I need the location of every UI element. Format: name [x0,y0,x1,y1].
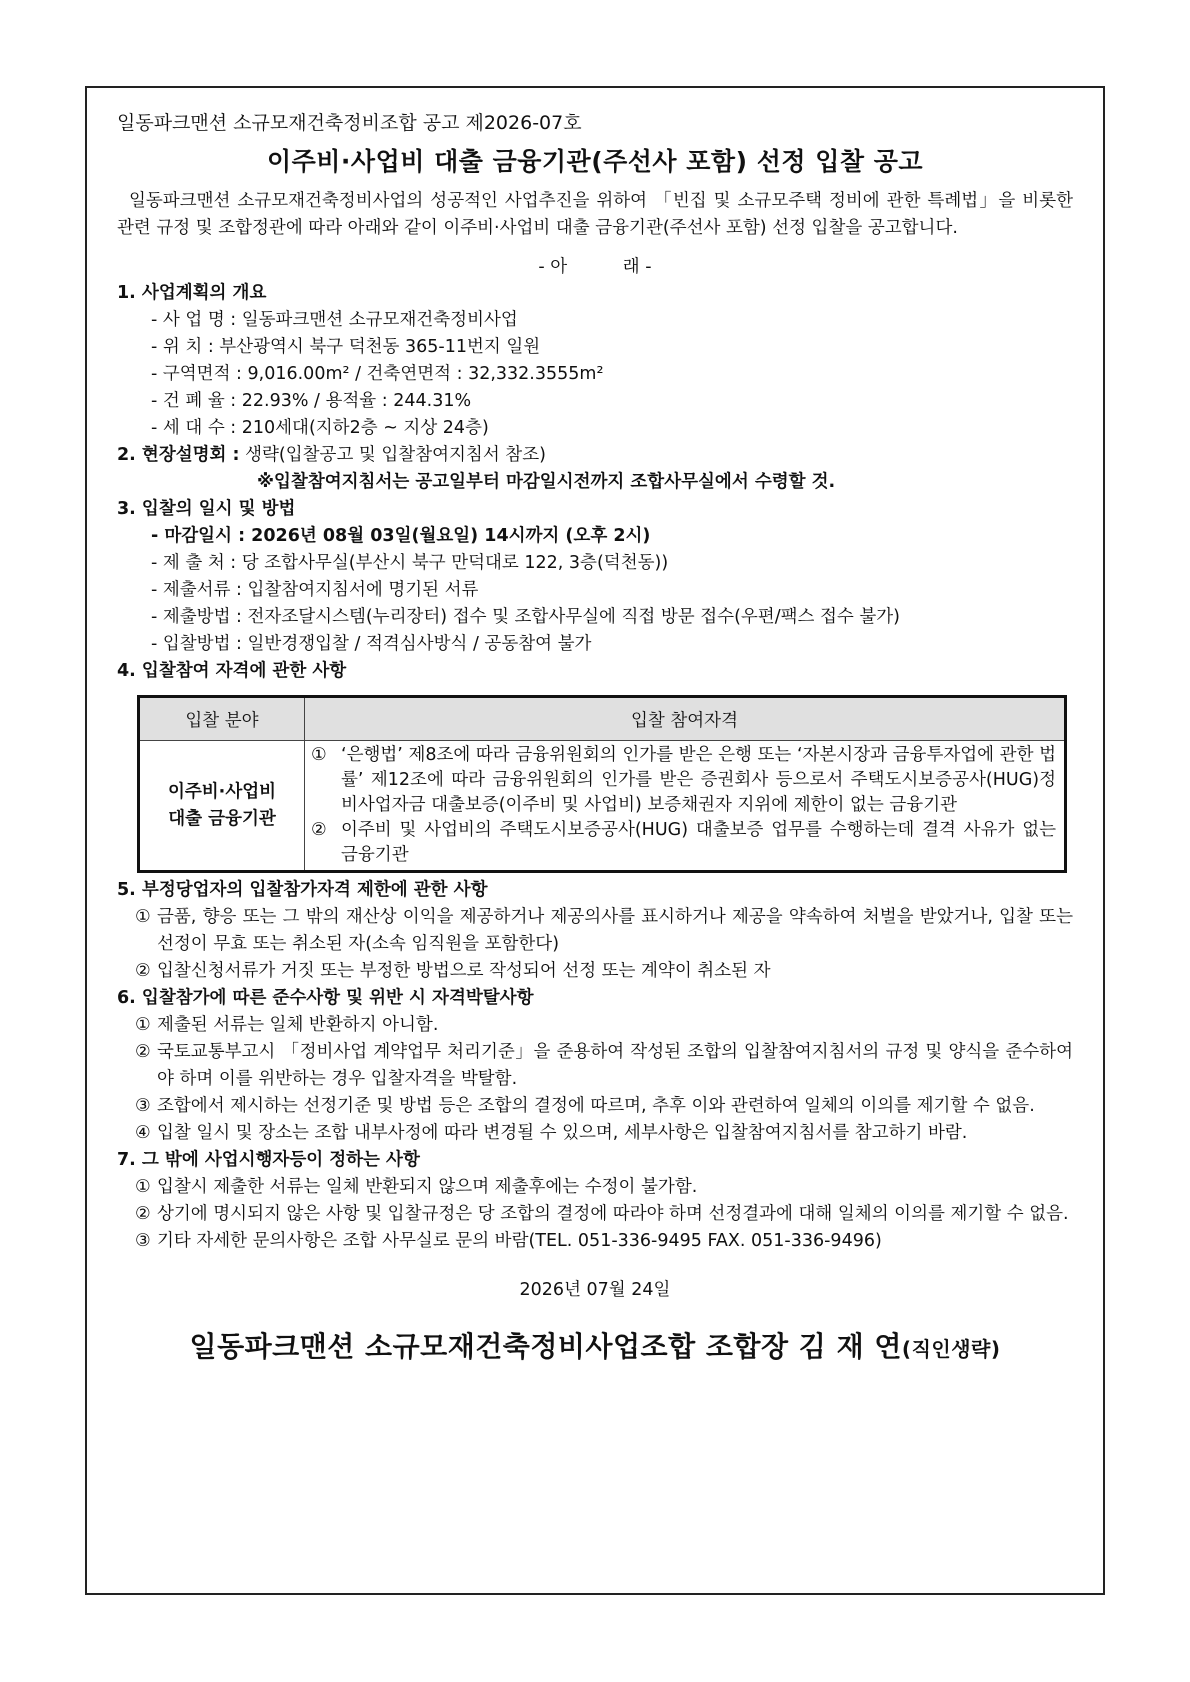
section-5-heading: 5. 부정당업자의 입찰참가자격 제한에 관한 사항 [117,880,488,900]
item-marker: ① [311,745,327,765]
below-marker: - 아 래 - [538,257,652,277]
seal-omitted-note: (직인생략) [901,1337,1001,1361]
submission-method-row: - 제출방법 : 전자조달시스템(누리장터) 접수 및 조합사무실에 직접 방문 접수(우편/팩스 접수 불가) [151,607,900,627]
signer-line [117,1327,1073,1369]
compliance-list [117,1012,1073,1147]
notice-title: 이주비·사업비 대출 금융기관(주선사 포함) 선정 입찰 공고 [266,147,924,176]
qualification-cell [305,741,1066,872]
item-marker: ① [135,907,151,927]
list-item [135,1039,1073,1093]
item-marker: ② [135,1204,151,1224]
list-item [135,958,1073,985]
list-item [135,1012,1073,1039]
project-name-row: - 사 업 명 : 일동파크맨션 소규모재건축정비사업 [151,310,518,330]
column-header-field: 입찰 분야 [139,697,305,741]
guideline-note: ※입찰참여지침서는 공고일부터 마감일시전까지 조합사무실에서 수령할 것. [257,472,836,492]
section-7-heading: 7. 그 밖에 사업시행자등이 정하는 사항 [117,1150,420,1170]
list-item [135,1174,1073,1201]
item-marker: ① [135,1015,151,1035]
field-line-2: 대출 금융기관 [168,808,276,829]
bid-method-row: - 입찰방법 : 일반경쟁입찰 / 적격심사방식 / 공동참여 불가 [151,634,592,654]
section-1-heading: 1. 사업계획의 개요 [117,283,267,303]
item-text: 입찰신청서류가 거짓 또는 부정한 방법으로 작성되어 선정 또는 계약이 취소된 자 [157,961,771,981]
field-cell [139,741,305,872]
qualification-item [311,818,1056,868]
area-row: - 구역면적 : 9,016.00m² / 건축연면적 : 32,332.3555m² [151,364,604,384]
notice-frame [85,86,1105,1595]
item-text: ‘은행법’ 제8조에 따라 금융위원회의 인가를 받은 은행 또는 ‘자본시장과 금융투자업에 관한 법률’ 제12조에 따라 금융위원회의 인가를 받은 증권회사 등으로서 주택도시보증공사(HUG)정비사업자금 대출보증(이주비 및 사업비) 보증채권자 지위에 제한이 없는 금융기관 [341,745,1056,815]
submission-place-row: - 제 출 처 : 당 조합사무실(부산시 북구 만덕대로 122, 3층(덕천동)) [151,553,669,573]
item-marker: ③ [135,1096,151,1116]
location-row: - 위 치 : 부산광역시 북구 덕천동 365-11번지 일원 [151,337,541,357]
item-text: 국토교통부고시 「정비사업 계약업무 처리기준」을 준용하여 작성된 조합의 입찰참여지침서의 규정 및 양식을 준수하여야 하며 이를 위반하는 경우 입찰자격을 박탈함. [157,1042,1073,1089]
section-6-heading: 6. 입찰참가에 따른 준수사항 및 위반 시 자격박탈사항 [117,988,534,1008]
item-text: 기타 자세한 문의사항은 조합 사무실로 문의 바람(TEL. 051-336-9495 FAX. 051-336-9496) [157,1231,882,1251]
qualification-table-header [139,697,1066,741]
qualification-table [137,695,1067,873]
list-item [135,1228,1073,1255]
signer-name: 일동파크맨션 소규모재건축정비사업조합 조합장 김 재 연 [189,1330,902,1363]
item-marker: ② [311,820,327,840]
item-text: 금품, 향응 또는 그 밖의 재산상 이익을 제공하거나 제공의사를 표시하거나 제공을 약속하여 처벌을 받았거나, 입찰 또는 선정이 무효 또는 취소된 자(소속 임직원을 포함한다) [157,907,1073,954]
list-item [135,1120,1073,1147]
notice-date: 2026년 07월 24일 [519,1280,671,1300]
households-row: - 세 대 수 : 210세대(지하2층 ~ 지상 24층) [151,418,489,438]
item-marker: ② [135,961,151,981]
list-item [135,1093,1073,1120]
column-header-qualification: 입찰 참여자격 [305,697,1066,741]
section-2-heading: 2. 현장설명회 : [117,445,240,465]
qualification-table-row [139,741,1066,872]
item-marker: ① [135,1177,151,1197]
item-text: 상기에 명시되지 않은 사항 및 입찰규정은 당 조합의 결정에 따라야 하며 선정결과에 대해 일체의 이의를 제기할 수 없음. [157,1204,1069,1224]
restriction-list [117,904,1073,985]
list-item [135,904,1073,958]
item-marker: ④ [135,1123,151,1143]
coverage-ratio-row: - 건 폐 율 : 22.93% / 용적율 : 244.31% [151,391,472,411]
submission-docs-row: - 제출서류 : 입찰참여지침서에 명기된 서류 [151,580,479,600]
item-text: 조합에서 제시하는 선정기준 및 방법 등은 조합의 결정에 따르며, 추후 이와 관련하여 일체의 이의를 제기할 수 없음. [157,1096,1035,1116]
deadline-row: - 마감일시 : 2026년 08월 03일(월요일) 14시까지 (오후 2시) [151,526,651,546]
section-2-value: 생략(입찰공고 및 입찰참여지침서 참조) [239,445,546,465]
qualification-item [311,743,1056,818]
notice-body [117,108,1073,1369]
item-text: 제출된 서류는 일체 반환하지 아니함. [157,1015,439,1035]
other-matters-list [117,1174,1073,1255]
item-text: 입찰시 제출한 서류는 일체 반환되지 않으며 제출후에는 수정이 불가함. [157,1177,698,1197]
section-2-line [117,442,1073,469]
notice-number: 일동파크맨션 소규모재건축정비조합 공고 제2026-07호 [117,112,582,134]
item-marker: ② [135,1042,151,1062]
item-marker: ③ [135,1231,151,1251]
section-3-heading: 3. 입찰의 일시 및 방법 [117,499,296,519]
section-4-heading: 4. 입찰참여 자격에 관한 사항 [117,661,347,681]
item-text: 이주비 및 사업비의 주택도시보증공사(HUG) 대출보증 업무를 수행하는데 결격 사유가 없는 금융기관 [341,820,1056,865]
intro-paragraph: 일동파크맨션 소규모재건축정비사업의 성공적인 사업추진을 위하여 「빈집 및 소규모주택 정비에 관한 특례법」을 비롯한 관련 규정 및 조합정관에 따라 아래와 같이 이주비·사업비 대출 금융기관(주선사 포함) 선정 입찰을 공고합니다. [117,191,1073,238]
field-line-1: 이주비·사업비 [167,781,277,802]
item-text: 입찰 일시 및 장소는 조합 내부사정에 따라 변경될 수 있으며, 세부사항은 입찰참여지침서를 참고하기 바람. [157,1123,968,1143]
list-item [135,1201,1073,1228]
